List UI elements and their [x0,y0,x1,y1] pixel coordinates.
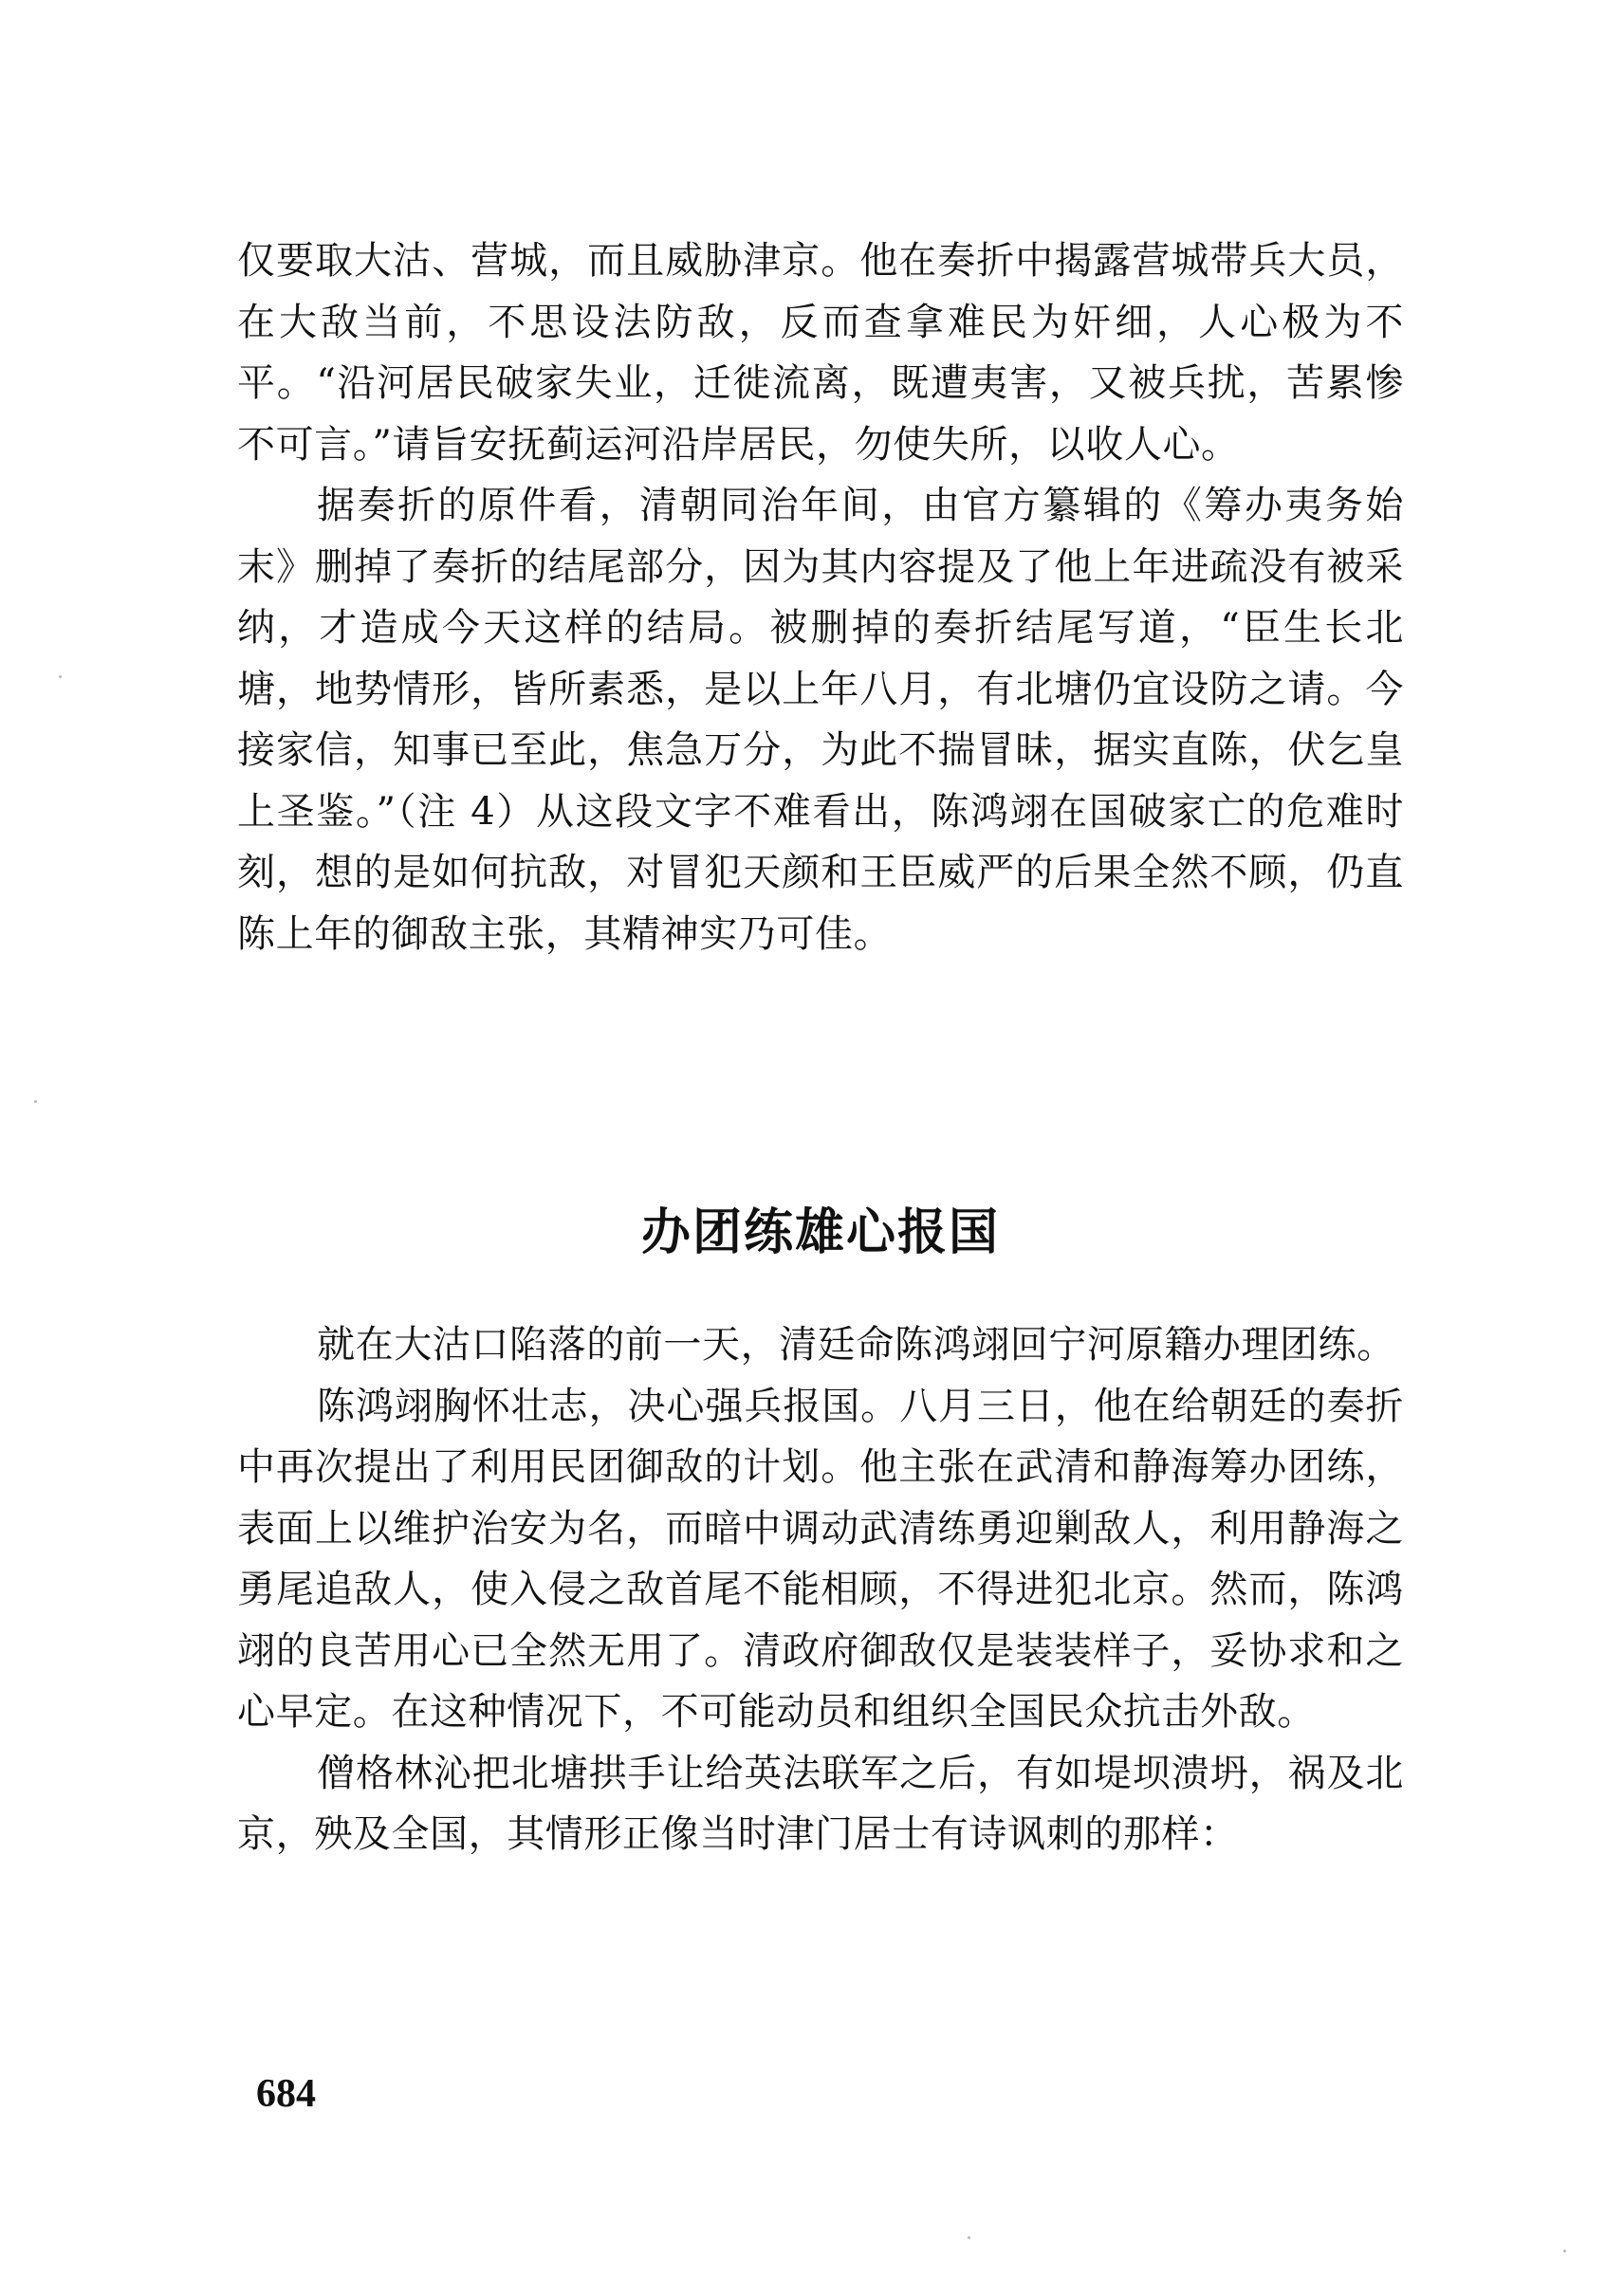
paragraph-militia-order: 就在大沽口陷落的前一天，清廷命陈鸿翊回宁河原籍办理团练。 [317,1323,1395,1367]
scan-speck [968,2236,970,2239]
paragraph-memorial-original: 据奏折的原件看，清朝同治年间，由官方纂辑的《筹办夷务始末》删掉了奏折的结尾部分，因为其内容提及了他上年进疏没有被采纳，才造成今天这样的结局。被删掉的奏折结尾写道，“臣生长北塘，地势情形，皆所素悉，是以上年八月，有北塘仍宜设防之请。今接家信，知事已至此，焦急万分，为此不揣冒昧，据实直陈，伏乞皇上圣鉴。”（注 4）从这段文字不难看出，陈鸿翊在国破家亡的危难时刻，想的是如何抗敌，对冒犯天颜和王臣威严的后果全然不顾，仍直陈上年的御敌主张，其精神实乃可佳。 [237,484,1404,956]
section-heading: 办团练雄心报国 [640,1204,1000,1261]
scan-speck [34,1100,37,1103]
page-number: 684 [256,2072,316,2116]
paragraph-militia-plan: 陈鸿翊胸怀壮志，决心强兵报国。八月三日，他在给朝廷的奏折中再次提出了利用民团御敌的计划。他主张在武清和静海筹办团练，表面上以维护治安为名，而暗中调动武清练勇迎剿敌人，利用静海之勇尾追敌人，使入侵之敌首尾不能相顾，不得进犯北京。然而，陈鸿翊的良苦用心已全然无用了。清政府御敌仅是装装样子，妥协求和之心早定。在这种情况下，不可能动员和组织全国民众抗击外敌。 [237,1384,1404,1734]
paragraph-continued: 仅要取大沽、营城，而且威胁津京。他在奏折中揭露营城带兵大员，在大敌当前，不思设法防敌，反而查拿难民为奸细，人心极为不平。“沿河居民破家失业，迁徙流离，既遭夷害，又被兵扰，苦累惨不可言。”请旨安抚蓟运河沿岸居民，勿使失所，以收人心。 [237,239,1404,467]
paragraph-beitang-fall: 僧格林沁把北塘拱手让给英法联军之后，有如堤坝溃坍，祸及北京，殃及全国，其情形正像当时津门居士有诗讽刺的那样： [237,1751,1404,1856]
scan-speck [59,675,62,678]
scan-speck [1563,2250,1566,2252]
text-block-top [237,230,1404,964]
text-block-bottom [237,1314,1404,1865]
